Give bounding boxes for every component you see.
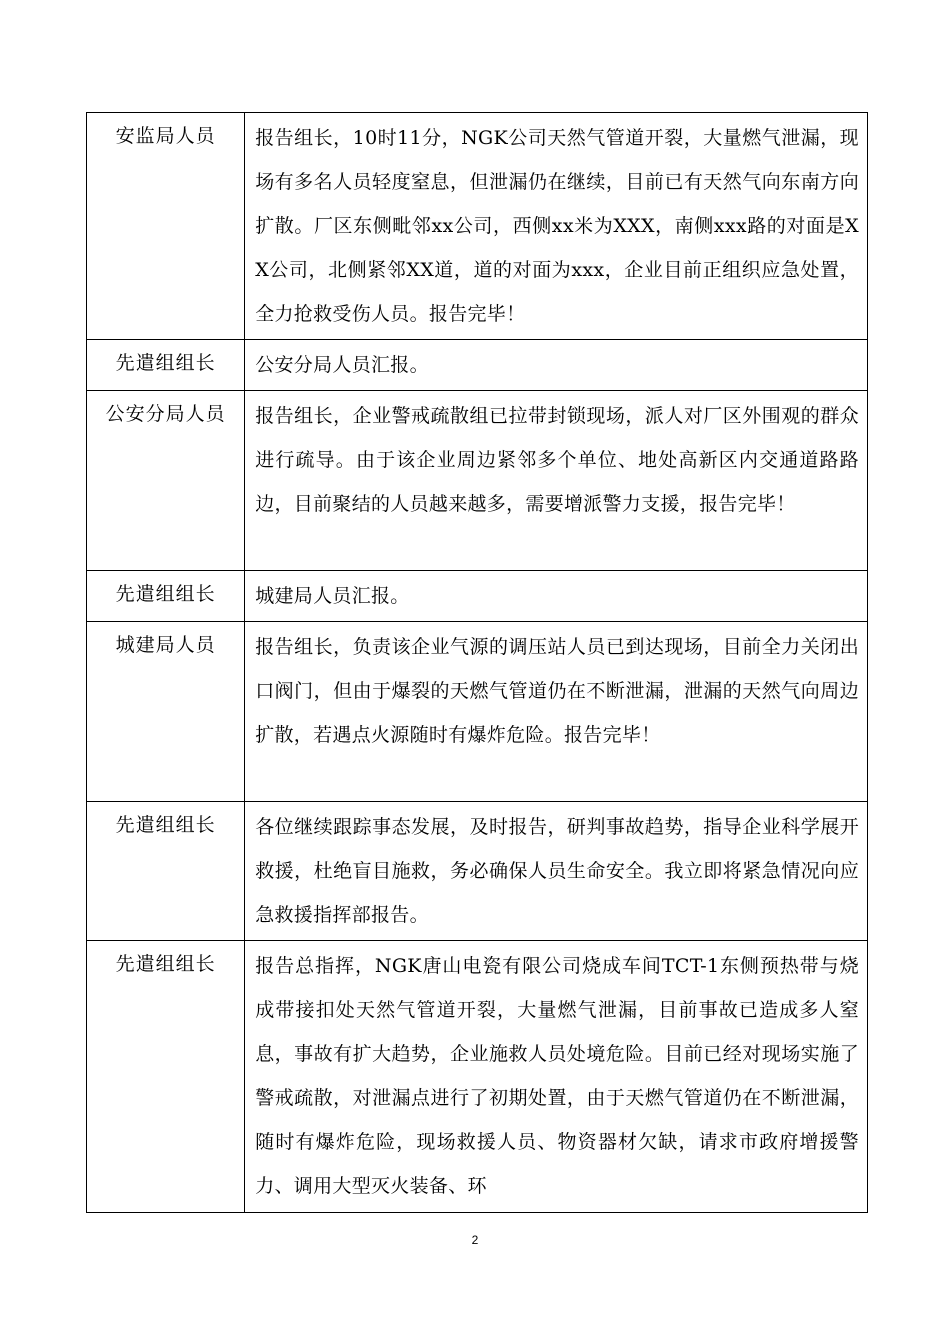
speaker-cell <box>87 802 245 941</box>
speaker-name: 先遣组组长 <box>115 814 216 836</box>
content-cell <box>245 391 868 571</box>
statement-text: 报告组长，负责该企业气源的调压站人员已到达现场，目前全力关闭出口阀门，但由于爆裂的天燃气管道仍在不断泄漏，泄漏的天然气向周边扩散，若遇点火源随时有爆炸危险。报告完毕！ <box>255 636 859 746</box>
table-row <box>87 802 868 941</box>
table-row <box>87 340 868 391</box>
content-cell <box>245 340 868 391</box>
speaker-name: 先遣组组长 <box>115 953 216 975</box>
speaker-name: 公安分局人员 <box>105 403 226 425</box>
statement-text: 报告组长，10时11分，NGK公司天然气管道开裂，大量燃气泄漏，现场有多名人员轻度窒息，但泄漏仍在继续，目前已有天然气向东南方向扩散。厂区东侧毗邻xx公司，西侧xx米为XXX，南侧xxx路的对面是XX公司，北侧紧邻XX道，道的对面为xxx，企业目前正组织应急处置，全力抢救受伤人员。报告完毕！ <box>255 127 859 325</box>
page-number: 2 <box>471 1233 479 1247</box>
speaker-cell <box>87 113 245 340</box>
table-row <box>87 113 868 340</box>
speaker-cell <box>87 571 245 622</box>
speaker-name: 安监局人员 <box>115 125 216 147</box>
content-cell <box>245 622 868 802</box>
statement-text: 各位继续跟踪事态发展，及时报告，研判事故趋势，指导企业科学展开救援，杜绝盲目施救，务必确保人员生命安全。我立即将紧急情况向应急救援指挥部报告。 <box>255 816 859 926</box>
content-cell <box>245 802 868 941</box>
statement-text: 报告总指挥，NGK唐山电瓷有限公司烧成车间TCT-1东侧预热带与烧成带接扣处天然气管道开裂，大量燃气泄漏，目前事故已造成多人窒息，事故有扩大趋势，企业施救人员处境危险。目前已经对现场实施了警戒疏散，对泄漏点进行了初期处置，由于天燃气管道仍在不断泄漏，随时有爆炸危险，现场救援人员、物资器材欠缺，请求市政府增援警力、调用大型灭火装备、环 <box>255 955 859 1197</box>
statement-text: 公安分局人员汇报。 <box>255 354 429 376</box>
content-cell <box>245 571 868 622</box>
table-row <box>87 622 868 802</box>
dialogue-table <box>86 112 868 1213</box>
content-cell <box>245 113 868 340</box>
table-row <box>87 941 868 1213</box>
speaker-name: 城建局人员 <box>115 634 216 656</box>
dialogue-table-body <box>87 113 868 1213</box>
statement-text: 城建局人员汇报。 <box>255 585 410 607</box>
speaker-cell <box>87 391 245 571</box>
content-cell <box>245 941 868 1213</box>
speaker-cell <box>87 340 245 391</box>
speaker-cell <box>87 941 245 1213</box>
statement-text: 报告组长，企业警戒疏散组已拉带封锁现场，派人对厂区外围观的群众进行疏导。由于该企业周边紧邻多个单位、地处高新区内交通道路路边，目前聚结的人员越来越多，需要增派警力支援，报告完毕！ <box>255 405 859 515</box>
table-row <box>87 571 868 622</box>
table-row <box>87 391 868 571</box>
speaker-cell <box>87 622 245 802</box>
speaker-name: 先遣组组长 <box>115 352 216 374</box>
speaker-name: 先遣组组长 <box>115 583 216 605</box>
